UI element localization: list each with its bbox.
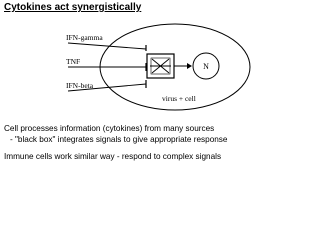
body-line-3: Immune cells work similar way - respond to complex signals [4,152,222,161]
body-line-2: - "black box" integrates signals to give appropriate response [10,135,228,144]
body-line-1: Cell processes information (cytokines) from many sources [4,124,215,133]
input-label-ifn-gamma: IFN-gamma [66,33,103,42]
slide-title: Cytokines act synergistically [4,2,142,13]
input-label-tnf: TNF [66,57,81,66]
cell-caption: virus + cell [162,94,196,103]
output-arrow-head [187,63,192,69]
nucleus-label: N [203,62,209,71]
cytokine-diagram [0,0,300,120]
input-label-ifn-beta: IFN-beta [66,81,94,90]
